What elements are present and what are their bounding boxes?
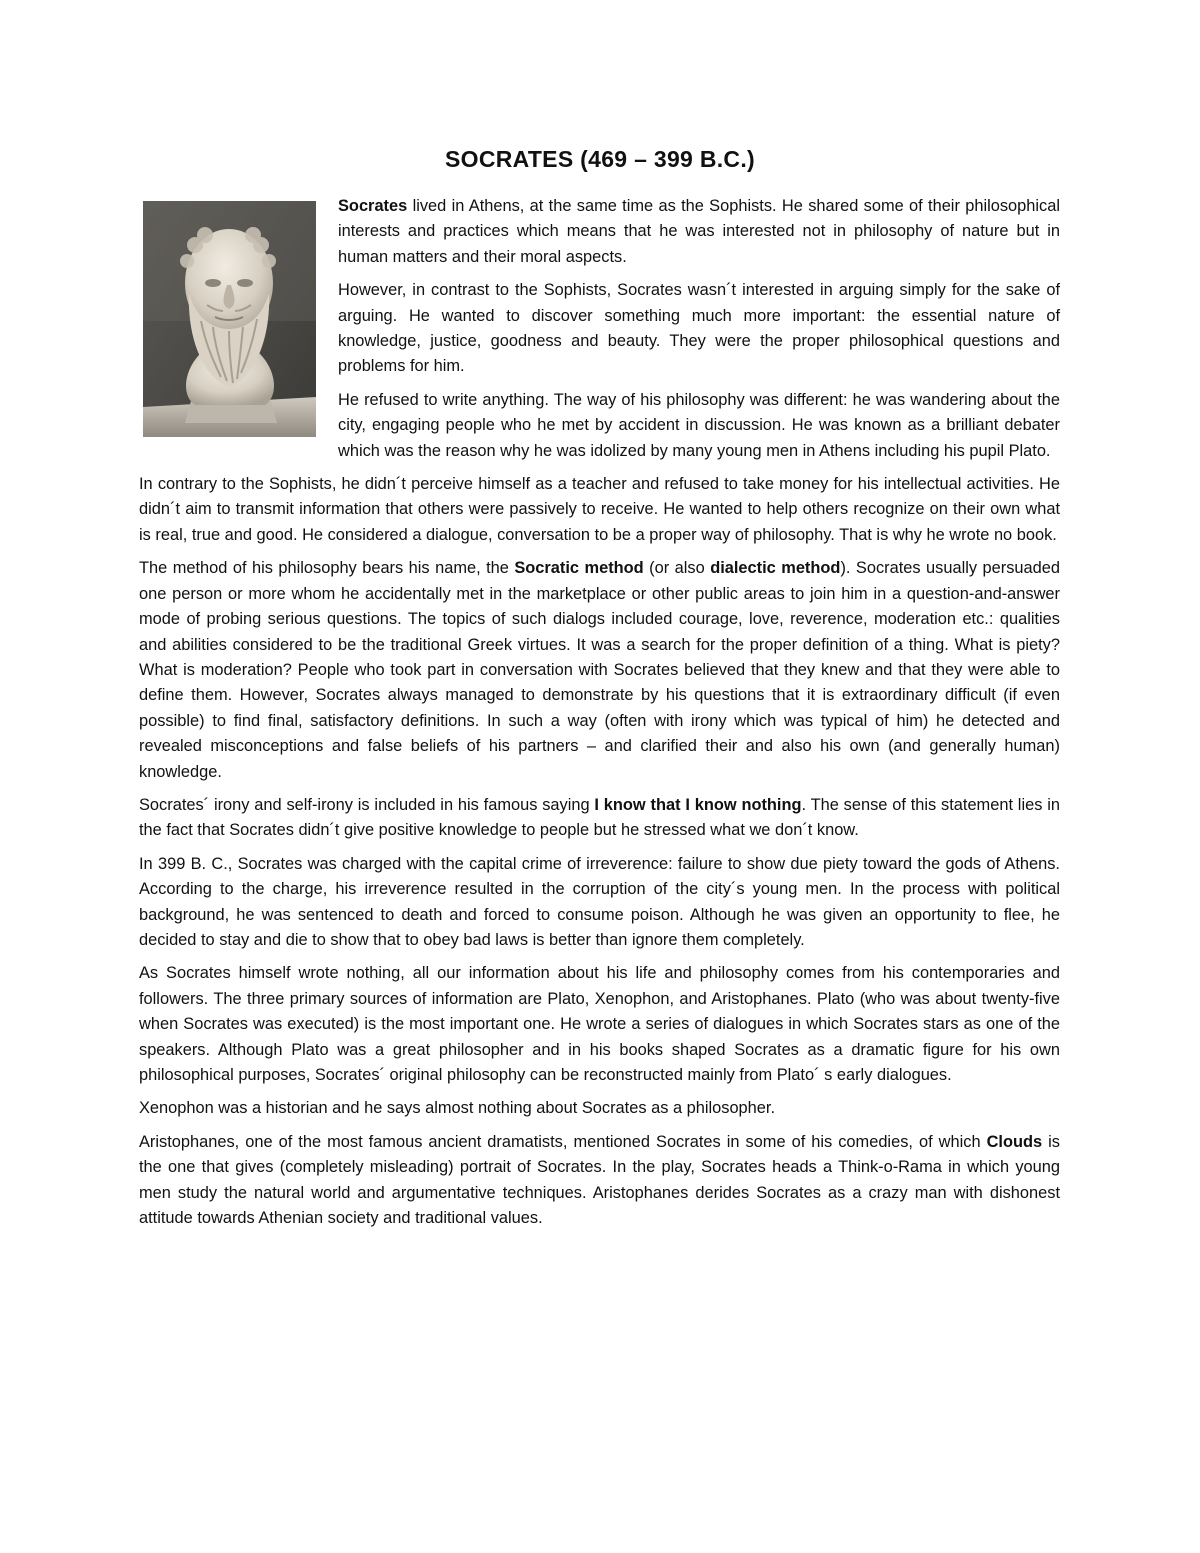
paragraph-aristophanes (139, 1130, 1060, 1232)
image-wrap-spacer (139, 194, 338, 453)
paragraph-text: Socrates´ irony and self-irony is included in his famous saying (139, 795, 595, 814)
paragraph-trial (139, 852, 1060, 954)
paragraph-not-a-teacher (139, 472, 1060, 548)
paragraph-text: is the one that gives (completely misleading) portrait of Socrates. In the play, Socrates heads a Think-o-Rama in which young men study the natural world and argumentative techniques. Aristophanes derides Socrates as a crazy man with dishonest attitude towards Athenian society and traditional values. (139, 1132, 1060, 1228)
paragraph-text: In contrary to the Sophists, he didn´t perceive himself as a teacher and refused to take money for his intellectual activities. He didn´t aim to transmit information that others were passively to receive. He wanted to help others recognize on their own what is real, true and good. He considered a dialogue, conversation to be a proper way of philosophy. That is why he wrote no book. (139, 475, 1060, 544)
paragraph-text: However, in contrast to the Sophists, Socrates wasn´t interested in arguing simply for the sake of arguing. He wanted to discover something much more important: the essential nature of knowledge, justice, goodness and beauty. They were the proper philosophical questions and problems for him. (338, 281, 1060, 376)
paragraph-text: (or also (643, 559, 711, 578)
paragraph-text: Aristophanes, one of the most famous ancient dramatists, mentioned Socrates in some of his comedies, of which (139, 1132, 987, 1151)
bold-term-famous-saying: I know that I know nothing (594, 795, 802, 814)
paragraph-text: lived in Athens, at the same time as the Sophists. He shared some of their philosophical interests and practices which means that he was interested not in philosophy of nature but in human matters and their moral aspects. (338, 197, 1060, 266)
paragraph-text: The method of his philosophy bears his name, the (139, 559, 515, 578)
paragraph-sources (139, 961, 1060, 1088)
bold-term-socratic-method: Socratic method (514, 559, 644, 578)
article-body (139, 194, 1060, 1239)
paragraph-text: . The sense of this statement lies in the fact that Socrates didn´t give positive knowledge to people but he stressed what we don´t know. (139, 795, 1060, 840)
paragraph-text: As Socrates himself wrote nothing, all our information about his life and philosophy comes from his contemporaries and followers. The three primary sources of information are Plato, Xenophon, and Aristophanes. Plato (who was about twenty-five when Socrates was executed) is the most important one. He wrote a series of dialogues in which Socrates stars as one of the speakers. Although Plato was a great philosopher and in his books shaped Socrates as a dramatic figure for his own philosophical purposes, Socrates´ original philosophy can be reconstructed mainly from Plato´ s early dialogues. (139, 964, 1060, 1084)
paragraph-text: Xenophon was a historian and he says almost nothing about Socrates as a philosopher. (139, 1099, 776, 1118)
bold-term-socrates: Socrates (338, 197, 408, 215)
page-title: SOCRATES (469 – 399 B.C.) (444, 146, 755, 172)
bold-term-clouds: Clouds (986, 1132, 1043, 1151)
paragraph-text: ). Socrates usually persuaded one person or more whom he accidentally met in the marketplace or other public areas to join him in a question-and-answer mode of probing serious questions. The topics of such dialogs included courage, love, reverence, moderation etc.: qualities and abilities considered to be the traditional Greek virtues. It was a search for the proper definition of a thing. What is piety? What is moderation? People who took part in conversation with Socrates believed that they knew and that they were able to define them. However, Socrates always managed to demonstrate by his questions that it is extraordinary difficult (if even possible) to find final, satisfactory definitions. In such a way (often with irony which was typical of him) he detected and revealed misconceptions and false beliefs of his partners – and clarified their and also his own (and generally human) knowledge. (139, 559, 1061, 781)
paragraph-socratic-method (139, 556, 1060, 785)
paragraph-xenophon (139, 1096, 1060, 1121)
paragraph-text: He refused to write anything. The way of his philosophy was different: he was wandering about the city, engaging people who he met by accident in discussion. He was known as a brilliant debater which was the reason why he was idolized by many young men in Athens including his pupil Plato. (338, 390, 1060, 460)
paragraph-text: In 399 B. C., Socrates was charged with the capital crime of irreverence: failure to show due piety toward the gods of Athens. According to the charge, his irreverence resulted in the corruption of the city´s young men. In the process with political background, he was sentenced to death and forced to consume poison. Although he was given an opportunity to flee, he decided to stay and die to show that to obey bad laws is better than ignore them completely. (139, 854, 1060, 949)
paragraph-irony (139, 793, 1060, 844)
bold-term-dialectic-method: dialectic method (710, 559, 841, 578)
